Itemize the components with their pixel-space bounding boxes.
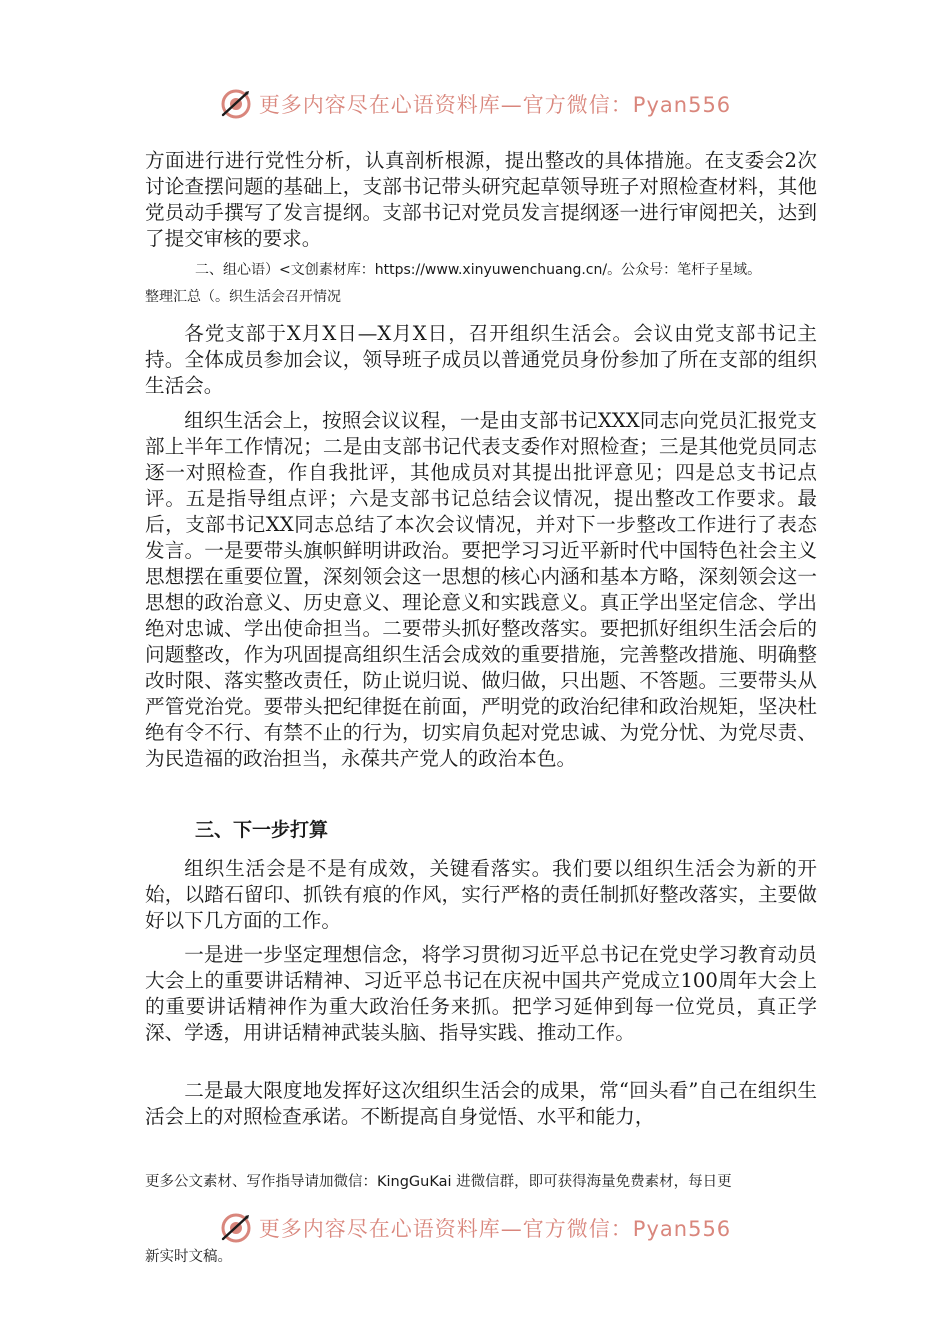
note-line-2-block: [145, 285, 817, 309]
section-heading: 三、下一步打算: [195, 819, 329, 841]
paragraph-3: 组织生活会上，按照会议议程，一是由支部书记XXX同志向党员汇报党支部上半年工作情况；二是由支部书记代表支委作对照检查；三是其他党员同志逐一对照检查，作自我批评，其他成员对其提出批评意见；四是总支书记点评。五是指导组点评；六是支部书记总结会议情况，提出整改工作要求。最后，支部书记XX同志总结了本次会议情况，并对下一步整改工作进行了表态发言。一是要带头旗帜鲜明讲政治。要把学习习近平新时代中国特色社会主义思想摆在重要位置，深刻领会这一思想的核心内涵和基本方略，深刻领会这一思想的政治意义、历史意义、理论意义和实践意义。真正学出坚定信念、学出绝对忠诚、学出使命担当。二要带头抓好整改落实。要把抓好组织生活会后的问题整改，作为巩固提高组织生活会成效的重要措施，完善整改措施、明确整改时限、落实整改责任，防止说归说、做归做，只出题、不答题。三要带头从严管党治党。要带头把纪律挺在前面，严明党的政治纪律和政治规矩，坚决杜绝有令不行、有禁不止的行为，切实肩负起对党忠诚、为党分忧、为党尽责、为民造福的政治担当，永葆共产党人的政治本色。: [145, 409, 817, 770]
note-line-2: 整理汇总（。织生活会召开情况: [145, 289, 341, 305]
section-heading-block: [195, 817, 867, 843]
banner-text: 更多内容尽在心语资料库—官方微信：Pyan556: [258, 93, 732, 117]
note-line-1: 二、组心语）<文创素材库：https://www.xinyuwenchuang.cn/。公众号：笔杆子星域。: [195, 262, 762, 278]
paragraph-2-block: [145, 321, 817, 399]
paragraph-3-block: [145, 408, 817, 772]
paragraph-5: 一是进一步坚定理想信念，将学习贯彻习近平总书记在党史学习教育动员大会上的重要讲话精神、习近平总书记在庆祝中国共产党成立100周年大会上的重要讲话精神作为重大政治任务来抓。把学习延伸到每一位党员，真正学深、学透，用讲话精神武装头脑、指导实践、推动工作。: [145, 943, 817, 1044]
footer-line-2: 新实时文稿。: [145, 1249, 232, 1265]
footer-line-2-block: [145, 1245, 817, 1269]
paragraph-1: 方面进行进行党性分析，认真剖析根源，提出整改的具体措施。在支委会2次讨论查摆问题的基础上，支部书记带头研究起草领导班子对照检查材料，其他党员动手撰写了发言提纲。支部书记对党员发言提纲逐一进行审阅把关，达到了提交审核的要求。: [145, 149, 817, 250]
footer-line-1-block: [145, 1170, 825, 1194]
paragraph-5-block: [145, 942, 817, 1046]
logo-icon: [219, 1211, 253, 1245]
header-banner: [0, 82, 950, 126]
paragraph-6-block: [145, 1078, 817, 1130]
paragraph-4: 组织生活会是不是有成效，关键看落实。我们要以组织生活会为新的开始，以踏石留印、抓铁有痕的作风，实行严格的责任制抓好整改落实，主要做好以下几方面的工作。: [145, 857, 817, 932]
paragraph-4-block: [145, 856, 817, 934]
paragraph-1-block: [145, 148, 817, 252]
note-line-1-block: [195, 258, 835, 282]
paragraph-2: 各党支部于X月X日—X月X日，召开组织生活会。会议由党支部书记主持。全体成员参加会议，领导班子成员以普通党员身份参加了所在支部的组织生活会。: [145, 322, 817, 397]
paragraph-6: 二是最大限度地发挥好这次组织生活会的成果，常“回头看”自己在组织生活会上的对照检查承诺。不断提高自身觉悟、水平和能力，: [145, 1079, 817, 1128]
footer-line-1: 更多公文素材、写作指导请加微信：KingGuKai 进微信群，即可获得海量免费素材，每日更: [145, 1174, 732, 1190]
footer-banner: [0, 1206, 950, 1250]
footer-banner-text: 更多内容尽在心语资料库—官方微信：Pyan556: [258, 1217, 732, 1241]
logo-icon: [219, 87, 253, 121]
